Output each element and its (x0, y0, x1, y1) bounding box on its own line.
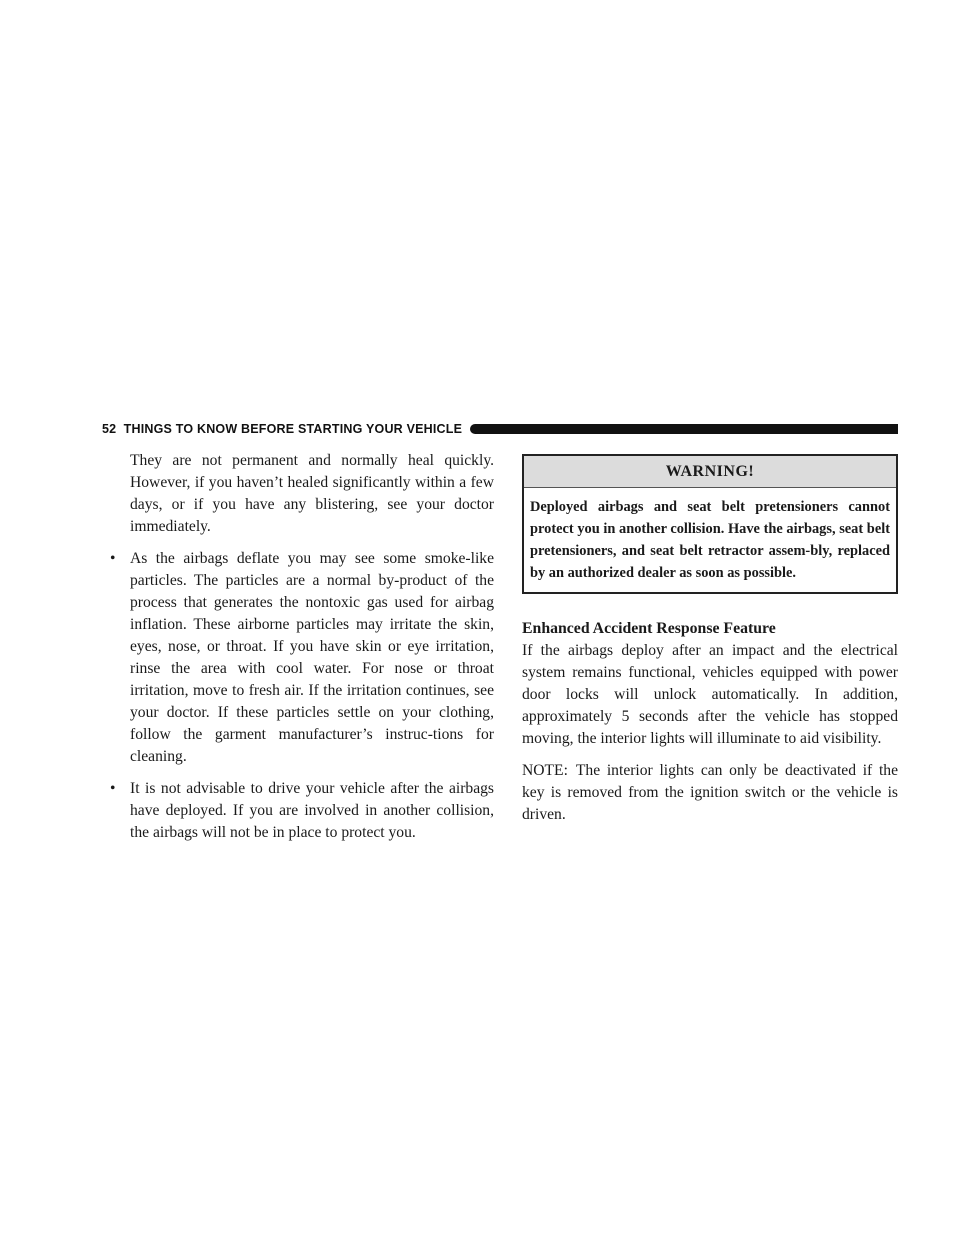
bullet-text: It is not advisable to drive your vehicle after the airbags have deployed. If you are involved in another collision, the airbags will not be in place to protect you. (130, 780, 494, 841)
page-header (102, 420, 898, 438)
warning-body: Deployed airbags and seat belt pretensioners cannot protect you in another collision. Have the airbags, seat belt pretensioners, and seat belt retractor assem-bly, replaced by an authorized dealer as soon as possible. (530, 499, 890, 581)
running-header (102, 422, 470, 436)
header-rule (470, 424, 898, 434)
left-column (102, 450, 494, 854)
right-column (522, 454, 898, 836)
bullet-text: As the airbags deflate you may see some smoke-like particles. The particles are a normal by-product of the process that generates the nontoxic gas used for airbag inflation. These airborne particles may irritate the skin, eyes, nose, or throat. If you have skin or eye irritation, rinse the area with cool water. For nose or throat irritation, move to fresh air. If the irritation continues, see your doctor. If these particles settle on your clothing, follow the garment manufacturer’s instruc-tions for cleaning. (130, 550, 494, 765)
page-number: 52 (102, 422, 117, 436)
continuation-paragraph: They are not permanent and normally heal quickly. However, if you haven’t healed significantly within a few days, or if you have any blistering, see your doctor immediately. (130, 452, 494, 535)
header-title: THINGS TO KNOW BEFORE STARTING YOUR VEHICLE (123, 422, 463, 436)
bullet-icon: • (110, 550, 116, 567)
note-paragraph (522, 760, 898, 826)
section-heading: Enhanced Accident Response Feature (522, 620, 776, 637)
bullet-item (102, 778, 494, 844)
warning-box (522, 454, 898, 594)
note-label: NOTE: (522, 762, 568, 779)
bullet-item (102, 548, 494, 768)
warning-title: WARNING! (524, 456, 896, 488)
bullet-icon: • (110, 780, 116, 797)
note-text: The interior lights can only be deactivated if the key is removed from the ignition switch or the vehicle is driven. (522, 762, 898, 823)
body-paragraph: If the airbags deploy after an impact and the electrical system remains functional, vehicles equipped with power door locks will unlock automatically. In addition, approximately 5 seconds after the vehicle has stopped moving, the interior lights will illuminate to aid visibility. (522, 642, 898, 747)
